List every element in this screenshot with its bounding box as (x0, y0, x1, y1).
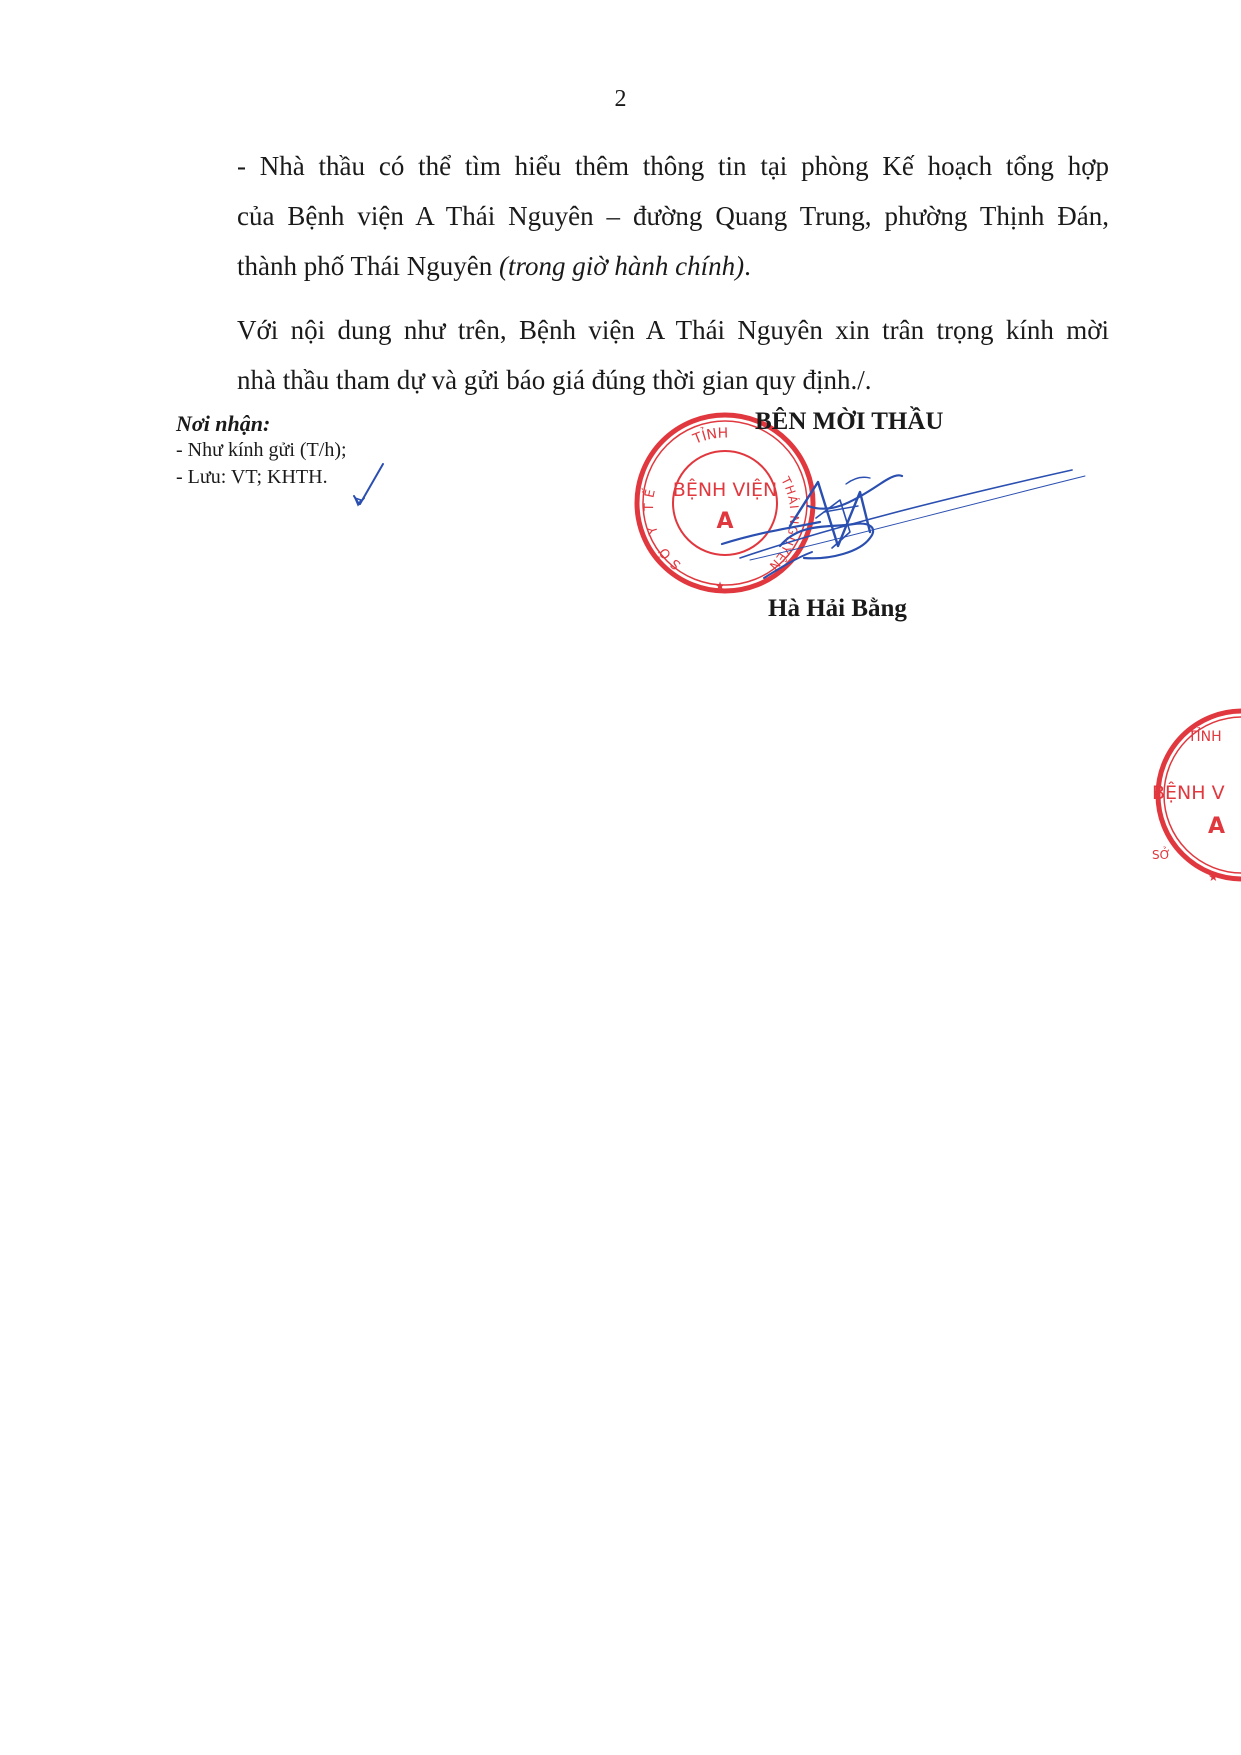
recipient-item: - Như kính gửi (T/h); (176, 439, 347, 461)
stamp-province: TỈNH (690, 425, 729, 448)
edge-stamp-star: ★ (1208, 870, 1219, 884)
recipients-block (176, 410, 347, 491)
stamp-ring-left: SỞ Y TẾ (641, 483, 685, 573)
invitation-paragraph (167, 305, 1109, 405)
address-text: thành phố Thái Nguyên (237, 251, 499, 281)
paragraph-line-last (167, 241, 1109, 291)
signer-title: BÊN MỜI THẦU (755, 408, 944, 435)
edge-stamp-province: TỈNH (1188, 729, 1222, 745)
paragraph-line: của Bệnh viện A Thái Nguyên – đường Quang Trung, phường Thịnh Đán, (237, 201, 1109, 231)
edge-stamp-center-line2: A (1208, 814, 1226, 839)
edge-stamp-fragment (1150, 703, 1241, 903)
page-number: 2 (614, 86, 627, 112)
signer-name: Hà Hải Bằng (768, 595, 907, 622)
stamp-center-line2: A (716, 509, 734, 534)
edge-stamp-icon (1150, 703, 1241, 903)
check-mark-icon (350, 462, 386, 508)
stamp-star: ★ (714, 579, 726, 593)
recipients-title: Nơi nhận: (176, 411, 271, 436)
paragraph-contact-info (167, 141, 1109, 291)
signature-icon (720, 462, 1090, 592)
recipient-item: - Lưu: VT; KHTH. (176, 466, 328, 488)
paragraph-line: - Nhà thầu có thể tìm hiểu thêm thông tin tại phòng Kế hoạch tổng hợp (237, 151, 1109, 181)
stamp-center-line1: BỆNH VIỆN (672, 479, 778, 501)
paragraph-line-last: nhà thầu tham dự và gửi báo giá đúng thời gian quy định./. (237, 365, 872, 395)
paragraph-line: Với nội dung như trên, Bệnh viện A Thái Nguyên xin trân trọng kính mời (237, 315, 1109, 345)
period-text: . (744, 251, 751, 281)
contact-paragraph (167, 141, 1109, 291)
edge-stamp-ring: SỞ (1152, 848, 1171, 862)
edge-stamp-center-line1: BỆNH V (1152, 782, 1225, 804)
stamp-ring-right: THÁI NGUYÊN (766, 474, 802, 574)
office-hours-text: (trong giờ hành chính) (498, 251, 745, 281)
paragraph-invitation (167, 305, 1109, 405)
